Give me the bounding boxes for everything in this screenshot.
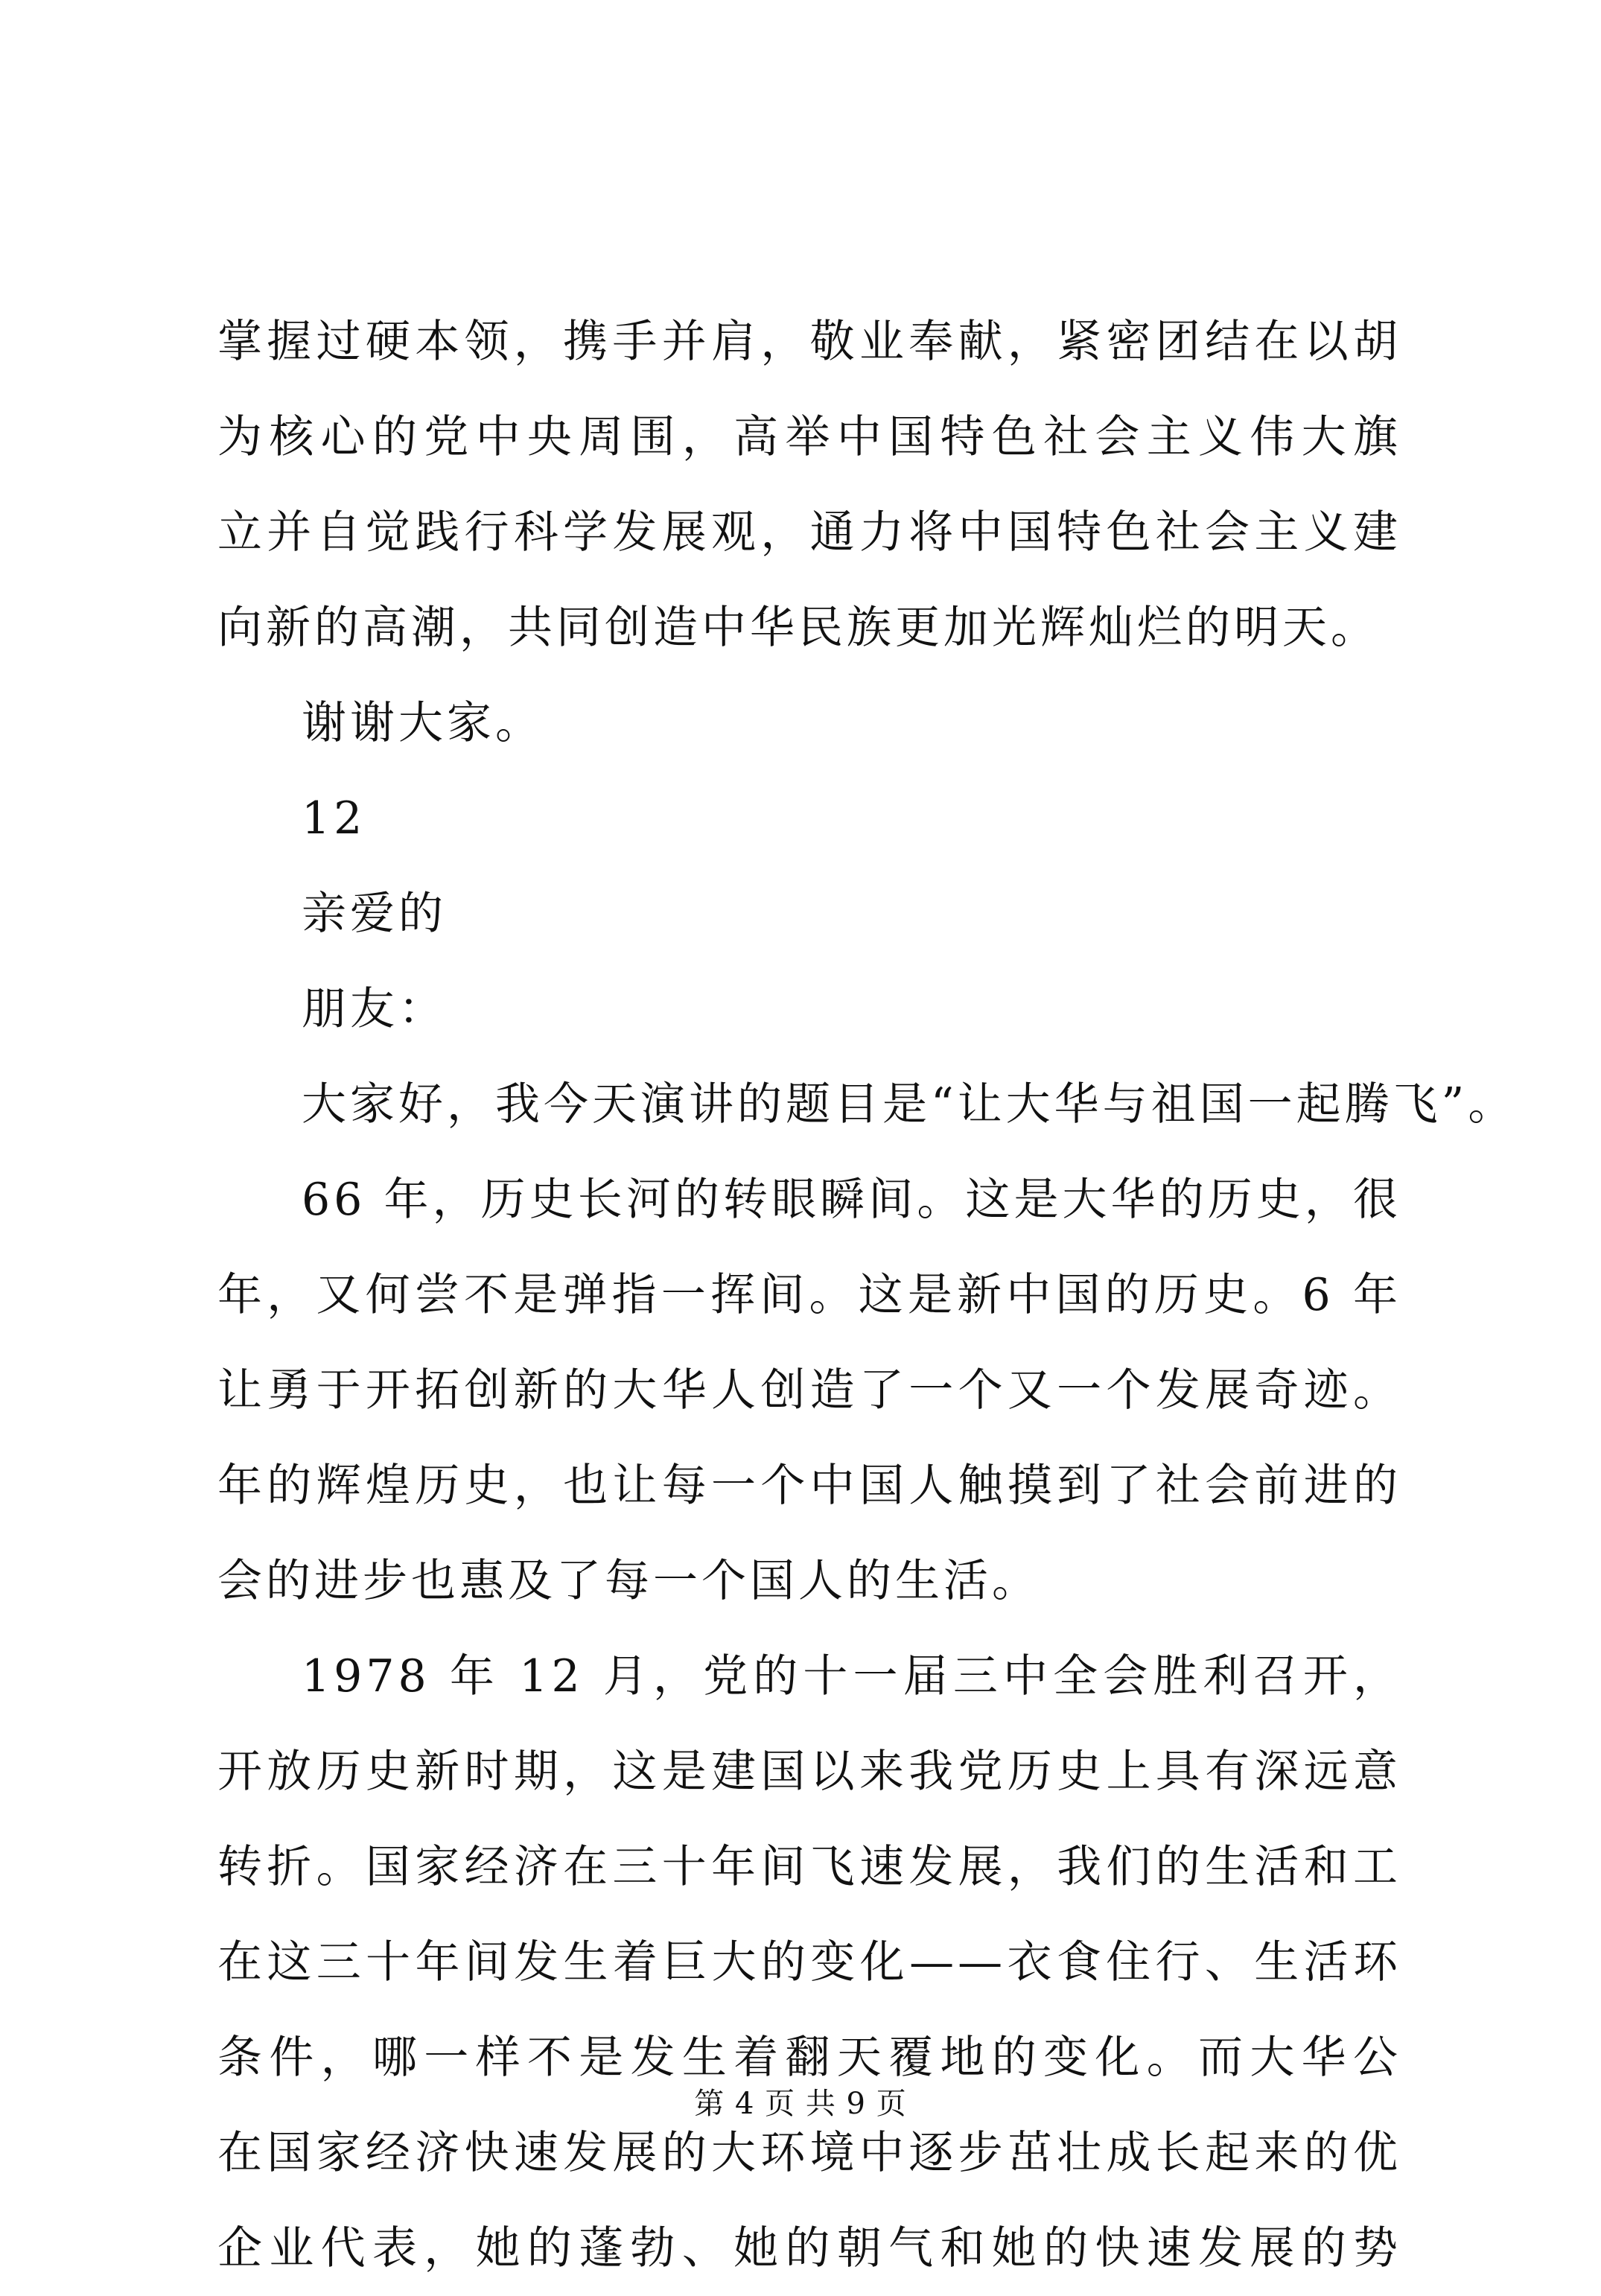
text-line: 转折。国家经济在三十年间飞速发展，我们的生活和工: [217, 1841, 1401, 1893]
text-line: 1978 年 12 月，党的十一届三中全会胜利召开，: [302, 1650, 1401, 1702]
text-line: 年的辉煌历史，也让每一个中国人触摸到了社会前进的: [217, 1460, 1401, 1512]
text-line: 在国家经济快速发展的大环境中逐步茁壮成长起来的优: [217, 2127, 1401, 2179]
text-line: 立并自觉践行科学发展观，通力将中国特色社会主义建: [217, 506, 1401, 559]
text-line: 为核心的党中央周围，高举中国特色社会主义伟大旗: [217, 411, 1401, 463]
text-line: 会的进步也惠及了每一个国人的生活。: [217, 1555, 1040, 1607]
text-line: 开放历史新时期，这是建国以来我党历史上具有深远意: [217, 1746, 1401, 1798]
text-line: 向新的高潮，共同创造中华民族更加光辉灿烂的明天。: [217, 602, 1379, 654]
document-body: [217, 294, 1517, 2296]
text-line: 谢谢大家。: [302, 697, 544, 749]
text-line: 66 年，历史长河的转眼瞬间。这是大华的历史，很: [302, 1174, 1401, 1226]
text-line: 在这三十年间发生着巨大的变化——衣食住行、生活环: [217, 1936, 1401, 1988]
text-line: 掌握过硬本领，携手并肩，敬业奉献，紧密团结在以胡: [217, 316, 1401, 368]
text-line: 年，又何尝不是弹指一挥间。这是新中国的历史。6 年: [217, 1269, 1401, 1321]
text-line: 大家好，我今天演讲的题目是“让大华与祖国一起腾飞”。: [302, 1078, 1517, 1130]
text-line: 亲爱的: [302, 888, 447, 940]
text-line: 企业代表，她的蓬勃、她的朝气和她的快速发展的势: [217, 2222, 1401, 2274]
text-line: 12: [302, 792, 366, 845]
text-line: 朋友：: [302, 983, 447, 1035]
page-footer: 第 4 页 共 9 页: [694, 2087, 907, 2121]
text-line: 让勇于开拓创新的大华人创造了一个又一个发展奇迹。: [217, 1364, 1401, 1416]
text-line: 条件，哪一样不是发生着翻天覆地的变化。而大华公: [217, 2032, 1401, 2084]
